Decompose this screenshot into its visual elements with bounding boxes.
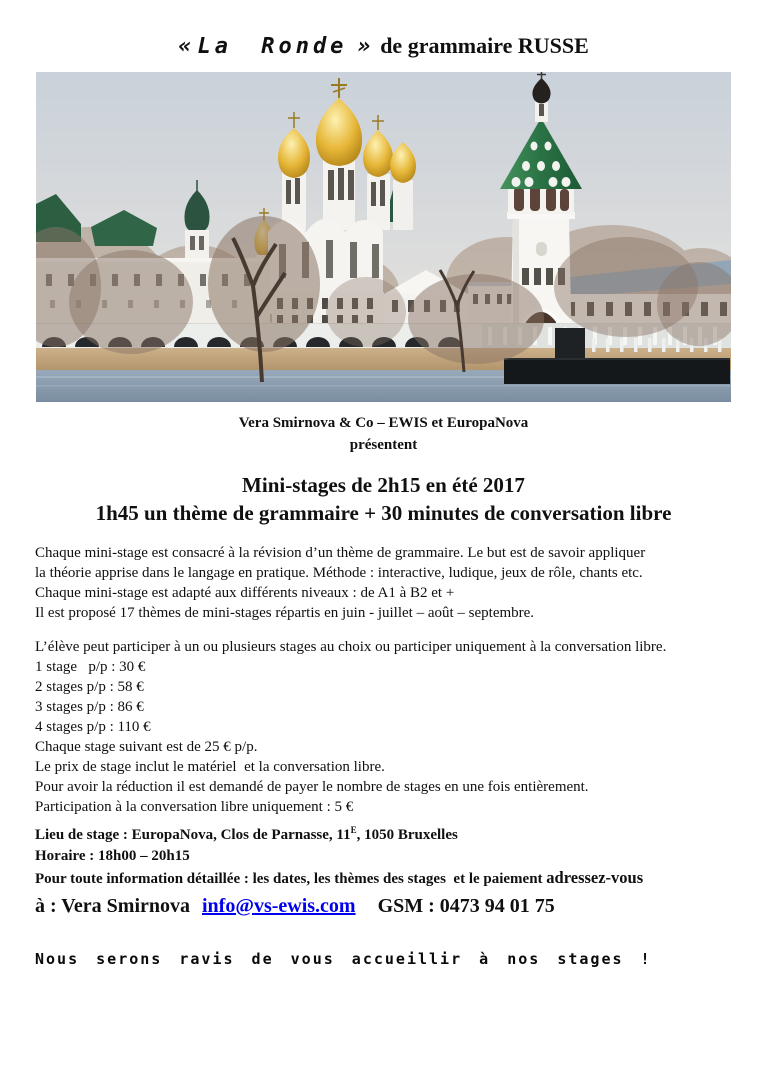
presenter-line2: présentent <box>349 437 418 453</box>
contact-name: à : Vera Smirnova <box>35 895 190 917</box>
pricing-line: Chaque stage suivant est de 25 € p/p. <box>35 739 258 755</box>
venue-line <box>35 825 733 846</box>
gsm-number: GSM : 0473 94 01 75 <box>377 895 555 917</box>
monastery-photo <box>36 72 731 402</box>
email-link[interactable]: info@vs-ewis.com <box>202 895 356 917</box>
heading-line1: Mini-stages de 2h15 en été 2017 <box>242 473 525 497</box>
intro-line: Chaque mini-stage est adapté aux différents niveaux : de A1 à B2 et + <box>35 585 455 601</box>
intro-line: Chaque mini-stage est consacré à la révision d’un thème de grammaire. Le but est de savoir appliquer <box>35 545 646 561</box>
pricing-line: Participation à la conversation libre uniquement : 5 € <box>35 799 354 815</box>
title-rest: de grammaire RUSSE <box>380 33 589 58</box>
info-tail-text: adressez-vous <box>546 868 644 887</box>
venue-city: , 1050 Bruxelles <box>356 827 458 843</box>
pricing-line: 4 stages p/p : 110 € <box>35 719 151 735</box>
pricing-line: L’élève peut participer à un ou plusieurs stages au choix ou participer uniquement à la conversation libre. <box>35 639 667 655</box>
pricing-line: 1 stage p/p : 30 € <box>35 659 146 675</box>
details-paragraph <box>35 825 733 890</box>
intro-line: Il est proposé 17 thèmes de mini-stages répartis en juin - juillet – août – septembre. <box>35 605 535 621</box>
venue-superscript: E <box>350 825 357 835</box>
info-text: Pour toute information détaillée : les dates, les thèmes des stages et le paiement <box>35 871 547 887</box>
schedule-line: Horaire : 18h00 – 20h15 <box>35 848 190 864</box>
title-la-ronde: La Ronde <box>197 34 348 59</box>
page-title <box>0 0 767 59</box>
venue-text: Lieu de stage : EuropaNova, Clos de Parnasse, 11 <box>35 827 351 843</box>
pricing-line: 3 stages p/p : 86 € <box>35 699 144 715</box>
footer-slogan: Nous serons ravis de vous accueillir à nos stages ! <box>35 950 652 968</box>
contact-line <box>35 893 733 920</box>
heading-line2: 1h45 un thème de grammaire + 30 minutes de conversation libre <box>95 501 672 525</box>
pricing-line: Pour avoir la réduction il est demandé de payer le nombre de stages en une fois entièrement. <box>35 779 589 795</box>
pricing-paragraph <box>35 637 733 817</box>
pricing-line: Le prix de stage inclut le matériel et la conversation libre. <box>35 759 385 775</box>
intro-line: la théorie apprise dans le langage en pratique. Méthode : interactive, ludique, jeux de rôle, chants etc. <box>35 565 643 581</box>
open-guillemet: « <box>178 34 192 59</box>
main-heading <box>0 471 767 527</box>
intro-paragraph <box>35 543 733 623</box>
monastery-photo-illustration <box>36 72 731 402</box>
presenter-line1: Vera Smirnova & Co – EWIS et EuropaNova <box>238 415 529 431</box>
presenter-block <box>0 412 767 456</box>
close-guillemet: » <box>357 34 371 59</box>
info-line <box>35 867 733 890</box>
pricing-line: 2 stages p/p : 58 € <box>35 679 144 695</box>
